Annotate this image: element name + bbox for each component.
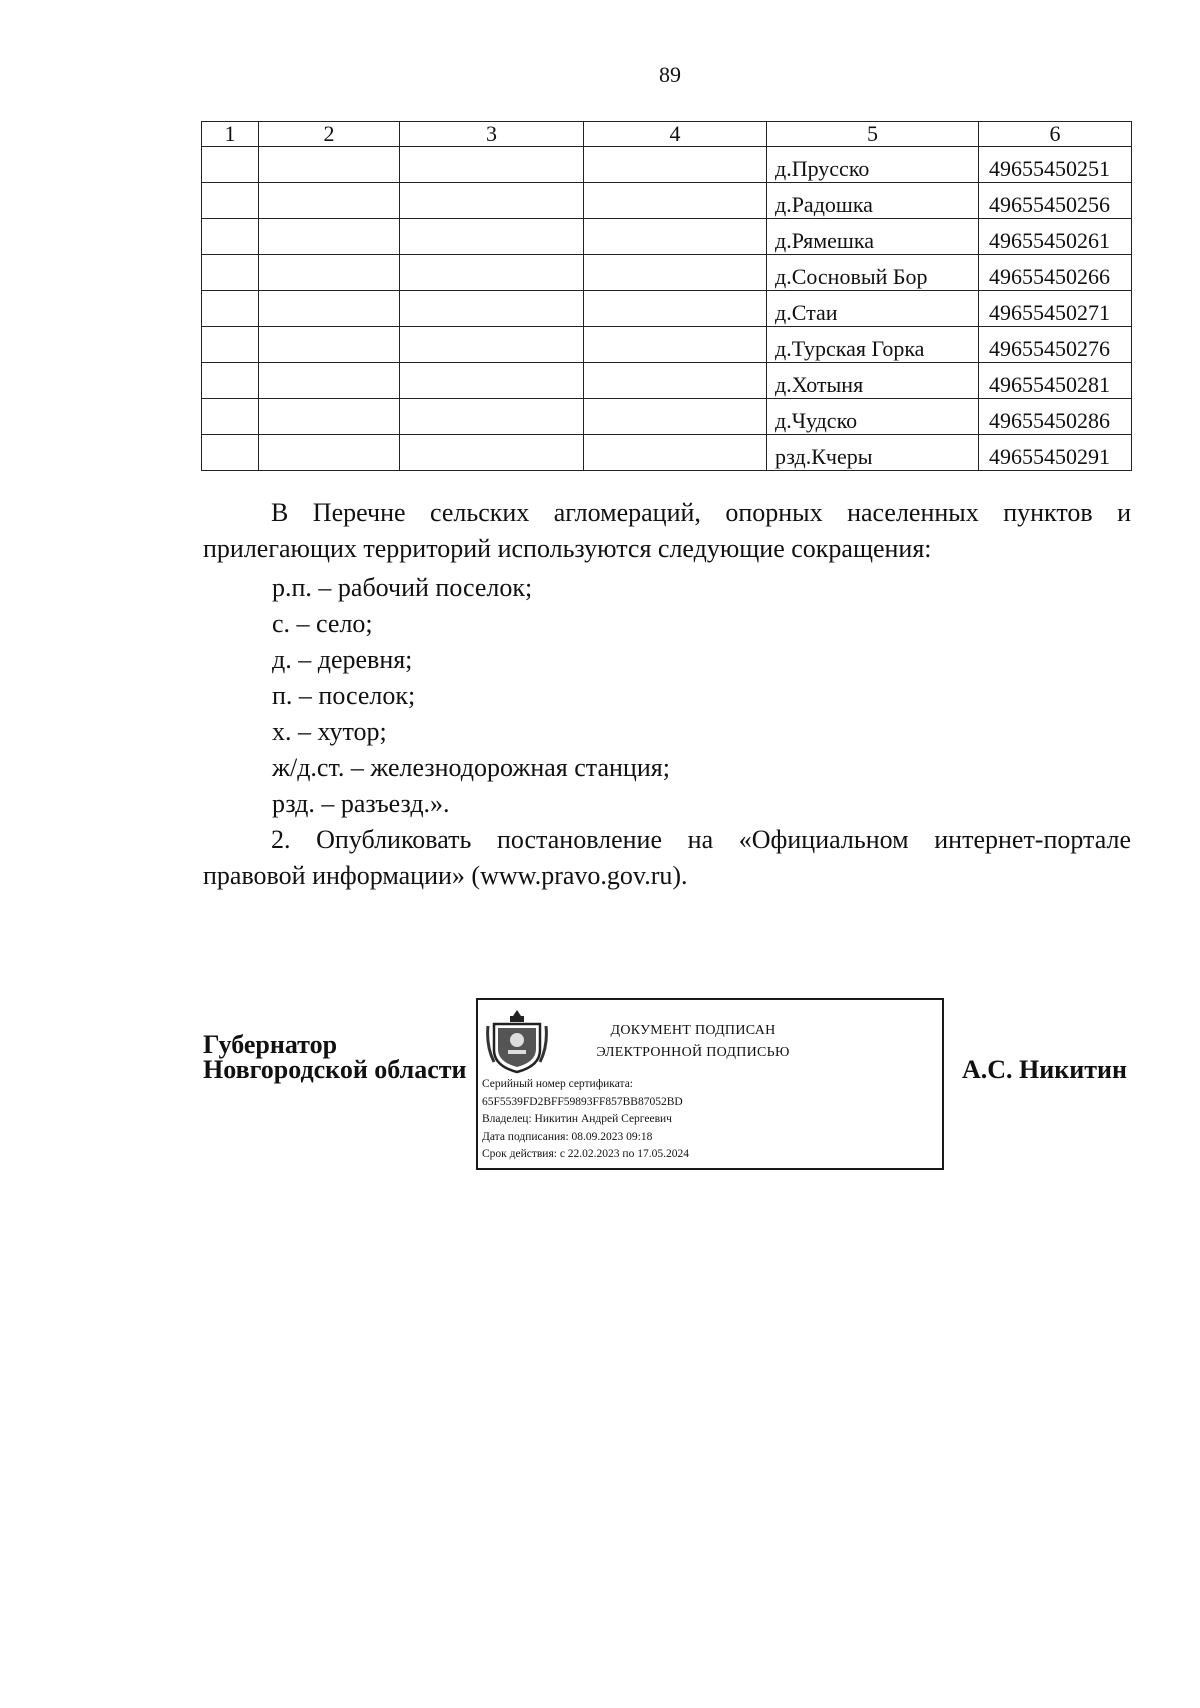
owner: Владелец: Никитин Андрей Сергеевич — [482, 1113, 672, 1125]
item2-line-1: 2. Опубликовать постановление на «Официальном интернет-портале — [271, 825, 1131, 854]
settlement-code: 49655450251 — [979, 147, 1132, 183]
table-header-row — [202, 122, 1132, 147]
column-header: 2 — [259, 122, 400, 147]
column-header: 1 — [202, 122, 259, 147]
abbreviation-item: ж/д.ст. – железнодорожная станция; — [272, 753, 670, 782]
settlement-code: 49655450266 — [979, 255, 1132, 291]
certificate-details — [482, 1076, 689, 1164]
table-row — [202, 183, 1132, 219]
table-row — [202, 363, 1132, 399]
table-row — [202, 219, 1132, 255]
coat-of-arms-icon — [486, 1006, 548, 1074]
settlement-name: д.Радошка — [767, 183, 979, 219]
abbreviation-item: п. – поселок; — [272, 681, 416, 710]
settlement-name: д.Стаи — [767, 291, 979, 327]
abbreviation-item: д. – деревня; — [272, 645, 413, 674]
settlement-code: 49655450261 — [979, 219, 1132, 255]
settlement-code: 49655450286 — [979, 399, 1132, 435]
intro-line-1: В Перечне сельских агломераций, опорных населенных пунктов и — [271, 498, 1131, 527]
abbreviation-item: р.п. – рабочий поселок; — [272, 573, 533, 602]
signatory-name: А.С. Никитин — [962, 1055, 1127, 1084]
column-header: 5 — [767, 122, 979, 147]
table-row — [202, 255, 1132, 291]
settlement-name: рзд.Кчеры — [767, 435, 979, 471]
settlement-code: 49655450291 — [979, 435, 1132, 471]
intro-line-2: прилегающих территорий используются следующие сокращения: — [203, 534, 932, 563]
settlement-name: д.Сосновый Бор — [767, 255, 979, 291]
electronic-signature-stamp — [476, 998, 944, 1170]
abbreviation-item: рзд. – разъезд.». — [272, 789, 450, 818]
settlement-name: д.Хотыня — [767, 363, 979, 399]
table-row — [202, 147, 1132, 183]
serial-label: Серийный номер сертификата: — [482, 1078, 633, 1090]
settlements-table — [201, 121, 1132, 471]
settlement-name: д.Рямешка — [767, 219, 979, 255]
settlement-code: 49655450271 — [979, 291, 1132, 327]
position-line-1: Губернатор — [203, 1030, 338, 1059]
signatory-position — [203, 1032, 467, 1082]
table-row — [202, 291, 1132, 327]
abbreviation-item: х. – хутор; — [272, 717, 387, 746]
settlement-code: 49655450276 — [979, 327, 1132, 363]
stamp-title-line-2: ЭЛЕКТРОННОЙ ПОДПИСЬЮ — [596, 1045, 790, 1060]
stamp-title-line-1: ДОКУМЕНТ ПОДПИСАН — [610, 1023, 776, 1038]
column-header: 3 — [400, 122, 584, 147]
validity-period: Срок действия: с 22.02.2023 по 17.05.2024 — [482, 1148, 689, 1160]
stamp-title — [558, 1020, 828, 1064]
column-header: 4 — [584, 122, 767, 147]
table-row — [202, 327, 1132, 363]
settlement-name: д.Турская Горка — [767, 327, 979, 363]
signed-date: Дата подписания: 08.09.2023 09:18 — [482, 1130, 653, 1143]
table-row — [202, 399, 1132, 435]
settlement-code: 49655450256 — [979, 183, 1132, 219]
serial-number: 65F5539FD2BFF59893FF857BB87052BD — [482, 1095, 683, 1108]
position-line-2: Новгородской области — [203, 1055, 467, 1084]
table-row — [202, 435, 1132, 471]
page-number: 89 — [659, 62, 681, 87]
settlement-code: 49655450281 — [979, 363, 1132, 399]
settlement-name: д.Чудско — [767, 399, 979, 435]
abbreviations-list — [272, 570, 670, 822]
column-header: 6 — [979, 122, 1132, 147]
settlement-name: д.Прусско — [767, 147, 979, 183]
abbreviation-item: с. – село; — [272, 609, 373, 638]
item2-line-2: правовой информации» (www.pravo.gov.ru). — [203, 861, 688, 890]
